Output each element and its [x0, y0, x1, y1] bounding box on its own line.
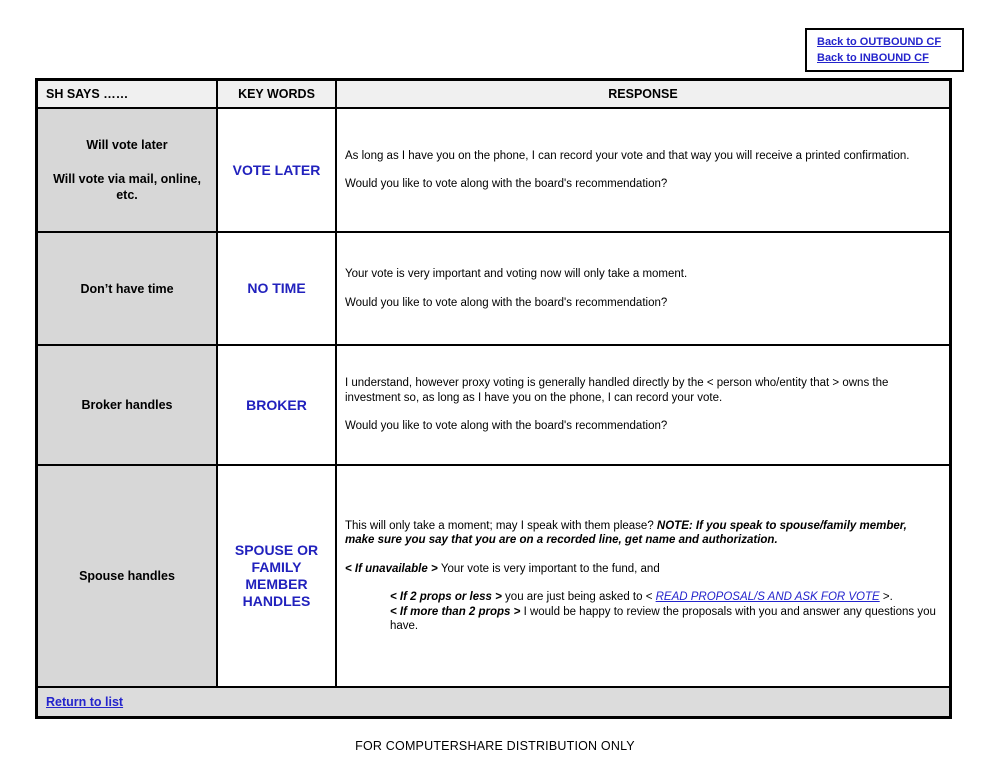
- nav-links-box: [805, 28, 964, 72]
- response-paragraph: [345, 376, 939, 405]
- key-words-cell: VOTE LATER: [218, 109, 337, 231]
- header-response: RESPONSE: [337, 81, 949, 107]
- text-segment: you are just being asked to <: [505, 591, 656, 603]
- text-segment: Your vote is very important and voting now will only take a moment.: [345, 268, 688, 280]
- text-segment: < If unavailable >: [345, 562, 441, 575]
- header-sh-says: SH SAYS ……: [38, 81, 218, 107]
- read-proposals-link[interactable]: READ PROPOSAL/S AND ASK FOR VOTE: [655, 591, 880, 603]
- key-words-cell: NO TIME: [218, 233, 337, 344]
- table-header-row: [38, 81, 949, 109]
- text-segment: Would you like to vote along with the board's recommendation?: [345, 178, 668, 190]
- response-paragraph: [345, 590, 939, 605]
- table-row-spouse: [38, 466, 949, 688]
- response-paragraph: [345, 177, 939, 192]
- return-to-list-link[interactable]: Return to list: [46, 695, 124, 709]
- sh-says-cell: [38, 346, 218, 464]
- distribution-note: FOR COMPUTERSHARE DISTRIBUTION ONLY: [355, 739, 635, 753]
- sh-says-cell: [38, 466, 218, 686]
- response-cell: [337, 466, 949, 686]
- response-cell: [337, 233, 949, 344]
- table-footer-cell: [38, 688, 949, 716]
- table-row-vote-later: [38, 109, 949, 233]
- response-paragraph: [345, 519, 939, 548]
- response-cell: [337, 346, 949, 464]
- response-paragraph: [345, 296, 939, 311]
- text-segment: I understand, however proxy voting is generally handled directly by the < person who/entity that > owns the investment so, as long as I have you on the phone, I can record your vote.: [345, 377, 889, 404]
- text-segment: >.: [879, 591, 893, 603]
- text-segment: < If 2 props or less >: [390, 591, 506, 603]
- label-line: Broker handles: [81, 398, 173, 412]
- call-script-table: [35, 78, 952, 719]
- table-row-broker: [38, 346, 949, 466]
- back-to-inbound-link[interactable]: Back to INBOUND CF: [817, 52, 929, 64]
- header-key-words: KEY WORDS: [218, 81, 337, 107]
- text-segment: Would you like to vote along with the board's recommendation?: [345, 420, 668, 433]
- text-segment: This will only take a moment; may I speak with them please?: [345, 519, 657, 532]
- response-paragraph: [345, 419, 939, 434]
- text-segment: I would be happy to review the proposals with you and answer any questions you have.: [390, 605, 936, 632]
- table-footer-row: [38, 688, 949, 716]
- text-segment: As long as I have you on the phone, I can record your vote and that way you will receive a printed confirmation.: [345, 149, 910, 162]
- sh-says-cell: [38, 109, 218, 231]
- text-segment: NOTE: If you speak to spouse/family member, make sure you say that you are on a recorded line, get name and authorization.: [345, 519, 907, 546]
- response-cell: [337, 109, 949, 231]
- sh-says-cell: [38, 233, 218, 344]
- back-to-outbound-link[interactable]: Back to OUTBOUND CF: [817, 36, 942, 48]
- table-row-no-time: [38, 233, 949, 346]
- text-segment: Your vote is very important to the fund, and: [440, 562, 660, 575]
- label-line: Will vote later: [86, 138, 168, 152]
- text-segment: < If more than 2 props >: [390, 605, 524, 618]
- response-paragraph: [345, 267, 939, 282]
- label-line: Don’t have time: [80, 281, 174, 296]
- text-segment: Would you like to vote along with the board's recommendation?: [345, 296, 668, 309]
- response-paragraph: [345, 562, 939, 577]
- label-line: Spouse handles: [79, 569, 175, 583]
- response-paragraph: [345, 605, 939, 634]
- label-line: Will vote via mail, online, etc.: [53, 172, 201, 202]
- response-paragraph: [345, 149, 939, 164]
- key-words-cell: SPOUSE OR FAMILY MEMBER HANDLES: [218, 466, 337, 686]
- key-words-cell: BROKER: [218, 346, 337, 464]
